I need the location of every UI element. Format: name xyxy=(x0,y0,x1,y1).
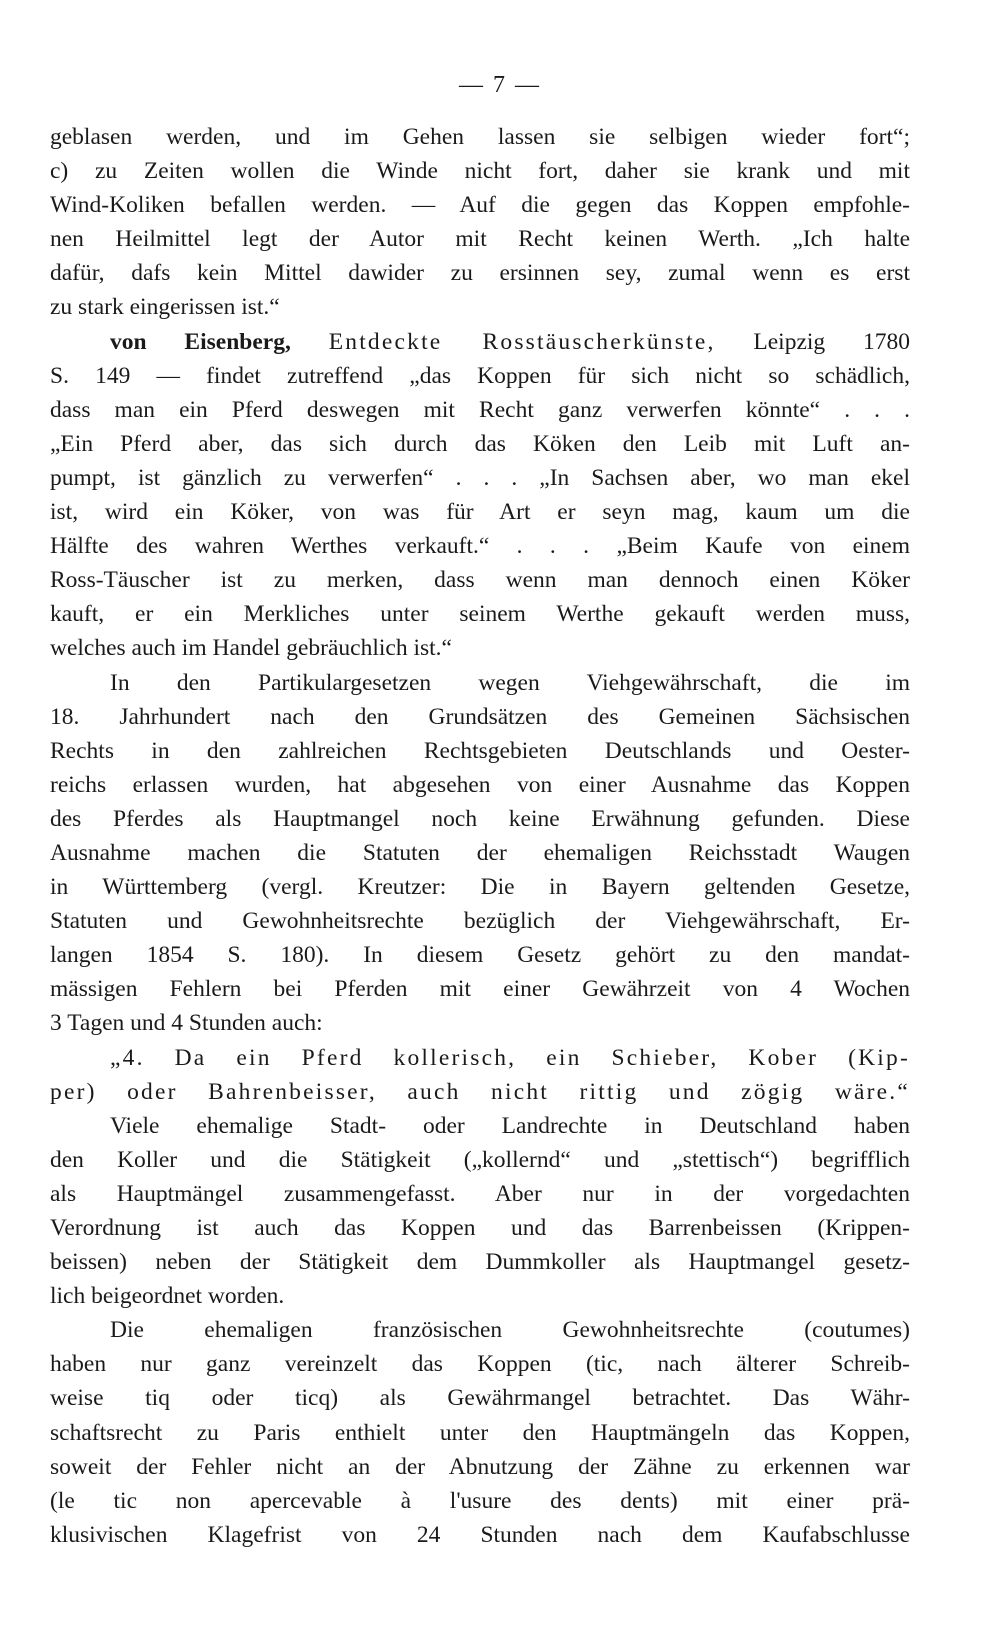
text-line: Rechts in den zahlreichen Rechtsgebieten Deutschlands und Oester- xyxy=(50,737,910,764)
author-name: von Eisenberg, xyxy=(110,328,291,355)
paragraph-lead-line xyxy=(50,325,910,359)
text-line: Ausnahme machen die Statuten der ehemaligen Reichsstadt Waugen xyxy=(50,839,910,866)
text-line: ist, wird ein Köker, von was für Art er seyn mag, kaum um die xyxy=(50,499,910,526)
text-line: weise tiq oder ticq) als Gewährmangel betrachtet. Das Währ- xyxy=(50,1385,910,1412)
text-line: den Koller und die Stätigkeit („kollernd“ und „stettisch“) begrifflich xyxy=(50,1146,910,1173)
text-line: Statuten und Gewohnheitsrechte bezüglich der Viehgewährschaft, Er- xyxy=(50,908,910,935)
text-line: als Hauptmängel zusammengefasst. Aber nur in der vorgedachten xyxy=(50,1180,910,1207)
text-line: (le tic non apercevable à l'usure des dents) mit einer prä- xyxy=(50,1487,910,1514)
text-line: pumpt, ist gänzlich zu verwerfen“ . . . „In Sachsen aber, wo man ekel xyxy=(50,464,910,491)
text-line: Die ehemaligen französischen Gewohnheitsrechte (coutumes) xyxy=(110,1317,910,1344)
text-line: schaftsrecht zu Paris enthielt unter den Hauptmängeln das Koppen, xyxy=(50,1419,910,1446)
text-line: geblasen werden, und im Gehen lassen sie selbigen wieder fort“; xyxy=(50,124,910,150)
text-line: kauft, er ein Merkliches unter seinem Werthe gekauft werden muss, xyxy=(50,601,910,628)
text-line: S. 149 — findet zutreffend „das Koppen für sich nicht so schädlich, xyxy=(50,362,910,389)
text-line: haben nur ganz vereinzelt das Koppen (tic, nach älterer Schreib- xyxy=(50,1351,910,1378)
text-line: Verordnung ist auch das Koppen und das Barrenbeissen (Krippen- xyxy=(50,1215,910,1241)
text-line: c) zu Zeiten wollen die Winde nicht fort, daher sie krank und mit xyxy=(50,158,910,185)
quoted-statute-line: per) oder Bahrenbeisser, auch nicht rittig und zögig wäre.“ xyxy=(50,1078,910,1105)
text-line: in Württemberg (vergl. Kreutzer: Die in Bayern geltenden Gesetze, xyxy=(50,874,910,901)
text-line: mässigen Fehlern bei Pferden mit einer Gewährzeit von 4 Wochen xyxy=(50,976,910,1003)
text-line: Wind-Koliken befallen werden. — Auf die gegen das Koppen empfohle- xyxy=(50,192,910,219)
text-line: soweit der Fehler nicht an der Abnutzung der Zähne zu erkennen war xyxy=(50,1453,910,1480)
text-line: klusivischen Klagefrist von 24 Stunden nach dem Kaufabschlusse xyxy=(50,1521,910,1548)
page-number: — 7 — xyxy=(459,72,541,98)
text-line: „Ein Pferd aber, das sich durch das Köken den Leib mit Luft an- xyxy=(50,430,910,457)
body-text xyxy=(50,120,910,1552)
text-line: 3 Tagen und 4 Stunden auch: xyxy=(50,1010,323,1037)
text-line: zu stark eingerissen ist.“ xyxy=(50,294,280,321)
text-line: In den Partikulargesetzen wegen Viehgewährschaft, die im xyxy=(110,669,910,696)
text-line: dass man ein Pferd deswegen mit Recht ganz verwerfen könnte“ . . . xyxy=(50,396,910,423)
book-title: Entdeckte Rosstäuscherkünste, xyxy=(328,328,716,355)
text-line: Hälfte des wahren Werthes verkauft.“ . . . „Beim Kaufe von einem xyxy=(50,533,910,560)
text-line: reichs erlassen wurden, hat abgesehen von einer Ausnahme das Koppen xyxy=(50,771,910,798)
quoted-statute-line: „4. Da ein Pferd kollerisch, ein Schieber, Kober (Kip- xyxy=(110,1044,910,1071)
text-line: dafür, dafs kein Mittel dawider zu ersinnen sey, zumal wenn es erst xyxy=(50,260,910,287)
text-line: beissen) neben der Stätigkeit dem Dummkoller als Hauptmangel gesetz- xyxy=(50,1249,910,1276)
text-line: des Pferdes als Hauptmangel noch keine Erwähnung gefunden. Diese xyxy=(50,805,910,832)
text-line: lich beigeordnet worden. xyxy=(50,1283,285,1310)
text-line: Ross-Täuscher ist zu merken, dass wenn man dennoch einen Köker xyxy=(50,567,910,594)
text-line: Viele ehemalige Stadt- oder Landrechte in Deutschland haben xyxy=(110,1112,910,1139)
text-line: 18. Jahrhundert nach den Grundsätzen des Gemeinen Sächsischen xyxy=(50,703,910,730)
text-line: nen Heilmittel legt der Autor mit Recht keinen Werth. „Ich halte xyxy=(50,226,910,253)
text-line: welches auch im Handel gebräuchlich ist.“ xyxy=(50,635,452,662)
text-line: langen 1854 S. 180). In diesem Gesetz gehört zu den mandat- xyxy=(50,942,910,969)
publication-place: Leipzig 1780 xyxy=(753,328,911,355)
